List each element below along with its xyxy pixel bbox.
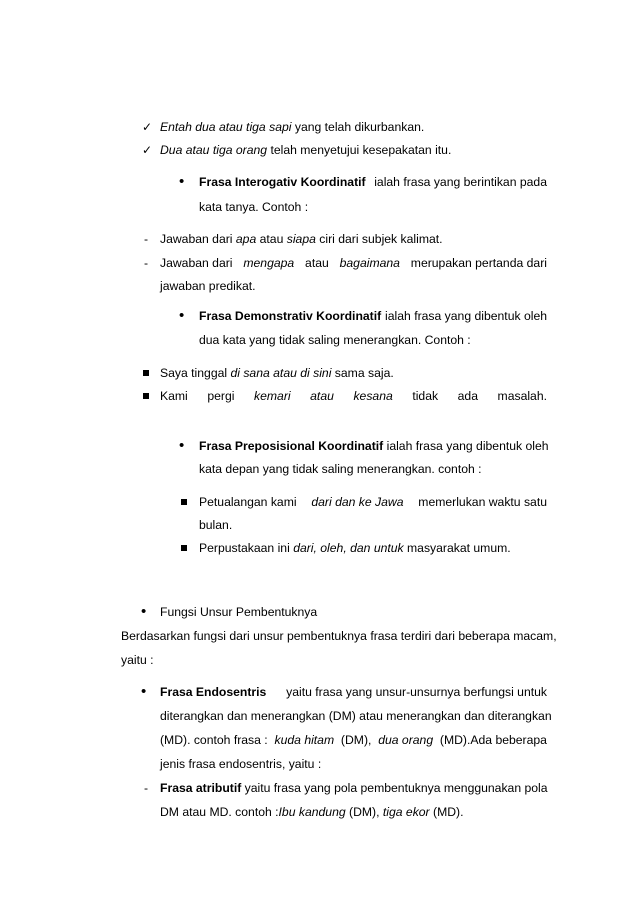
square-bullet-icon: [181, 499, 187, 505]
definition-line: DM atau MD. contoh :Ibu kandung (DM), tiga ekor (MD).: [160, 805, 464, 819]
term-heading: Frasa Demonstrativ Koordinatif: [199, 309, 382, 323]
list-item: Dua atau tiga orang telah menyetujui kesepakatan itu.: [160, 143, 452, 157]
definition-line: Frasa Endosentris yaitu frasa yang unsur-unsurnya berfungsi untuk: [160, 685, 547, 699]
term-heading: Frasa Preposisional Koordinatif: [199, 439, 384, 453]
round-bullet-icon: •: [141, 603, 147, 620]
square-bullet-icon: [143, 370, 149, 376]
list-item: Saya tinggal di sana atau di sini sama saja.: [160, 366, 394, 380]
round-bullet-icon: •: [179, 437, 185, 454]
list-item: Perpustakaan ini dari, oleh, dan untuk masyarakat umum.: [199, 541, 511, 555]
list-item: Jawaban dari apa atau siapa ciri dari subjek kalimat.: [160, 232, 443, 246]
definition-line: Frasa Interogativ Koordinatif ialah frasa yang berintikan pada: [199, 175, 547, 189]
list-item: Kami pergi kemari atau kesana tidak ada masalah.: [160, 389, 547, 403]
check-bullet-icon: ✓: [142, 143, 153, 157]
definition-line: diterangkan dan menerangkan (DM) atau menerangkan dan diterangkan: [160, 709, 552, 723]
term-heading: Frasa Interogativ Koordinatif: [199, 175, 366, 189]
list-item: Petualangan kami dari dan ke Jawa memerlukan waktu satu: [199, 495, 547, 509]
definition-line: kata depan yang tidak saling menerangkan. contoh :: [199, 462, 482, 476]
check-bullet-icon: ✓: [142, 120, 153, 134]
term-heading: Frasa Endosentris: [160, 685, 267, 699]
square-bullet-icon: [143, 393, 149, 399]
definition-line: Frasa Demonstrativ Koordinatif ialah frasa yang dibentuk oleh: [199, 309, 547, 323]
definition-line: jenis frasa endosentris, yaitu :: [160, 757, 322, 771]
round-bullet-icon: •: [179, 173, 185, 190]
definition-line: Frasa atributif yaitu frasa yang pola pembentuknya menggunakan pola: [160, 781, 548, 795]
paragraph-line: Berdasarkan fungsi dari unsur pembentuknya frasa terdiri dari beberapa macam,: [121, 629, 557, 643]
definition-line: kata tanya. Contoh :: [199, 200, 309, 214]
round-bullet-icon: •: [141, 683, 147, 700]
term-heading: Frasa atributif: [160, 781, 242, 795]
list-item-continuation: bulan.: [199, 518, 233, 532]
list-item-continuation: jawaban predikat.: [160, 279, 256, 293]
round-bullet-icon: •: [179, 307, 185, 324]
dash-bullet: -: [144, 256, 149, 270]
definition-line: Frasa Preposisional Koordinatif ialah frasa yang dibentuk oleh: [199, 439, 549, 453]
section-heading: Fungsi Unsur Pembentuknya: [160, 605, 318, 619]
example-phrase: Dua atau tiga orang: [160, 143, 268, 157]
example-phrase: Entah dua atau tiga sapi: [160, 120, 292, 134]
dash-bullet: -: [144, 781, 149, 795]
dash-bullet: -: [144, 232, 149, 246]
square-bullet-icon: [181, 545, 187, 551]
paragraph-line: yaitu :: [121, 653, 154, 667]
list-item: Jawaban dari mengapa atau bagaimana merupakan pertanda dari: [160, 256, 547, 270]
definition-line: (MD). contoh frasa : kuda hitam (DM), dua orang (MD).Ada beberapa: [160, 733, 547, 747]
list-item: Entah dua atau tiga sapi yang telah dikurbankan.: [160, 120, 425, 134]
definition-line: dua kata yang tidak saling menerangkan. Contoh :: [199, 333, 471, 347]
